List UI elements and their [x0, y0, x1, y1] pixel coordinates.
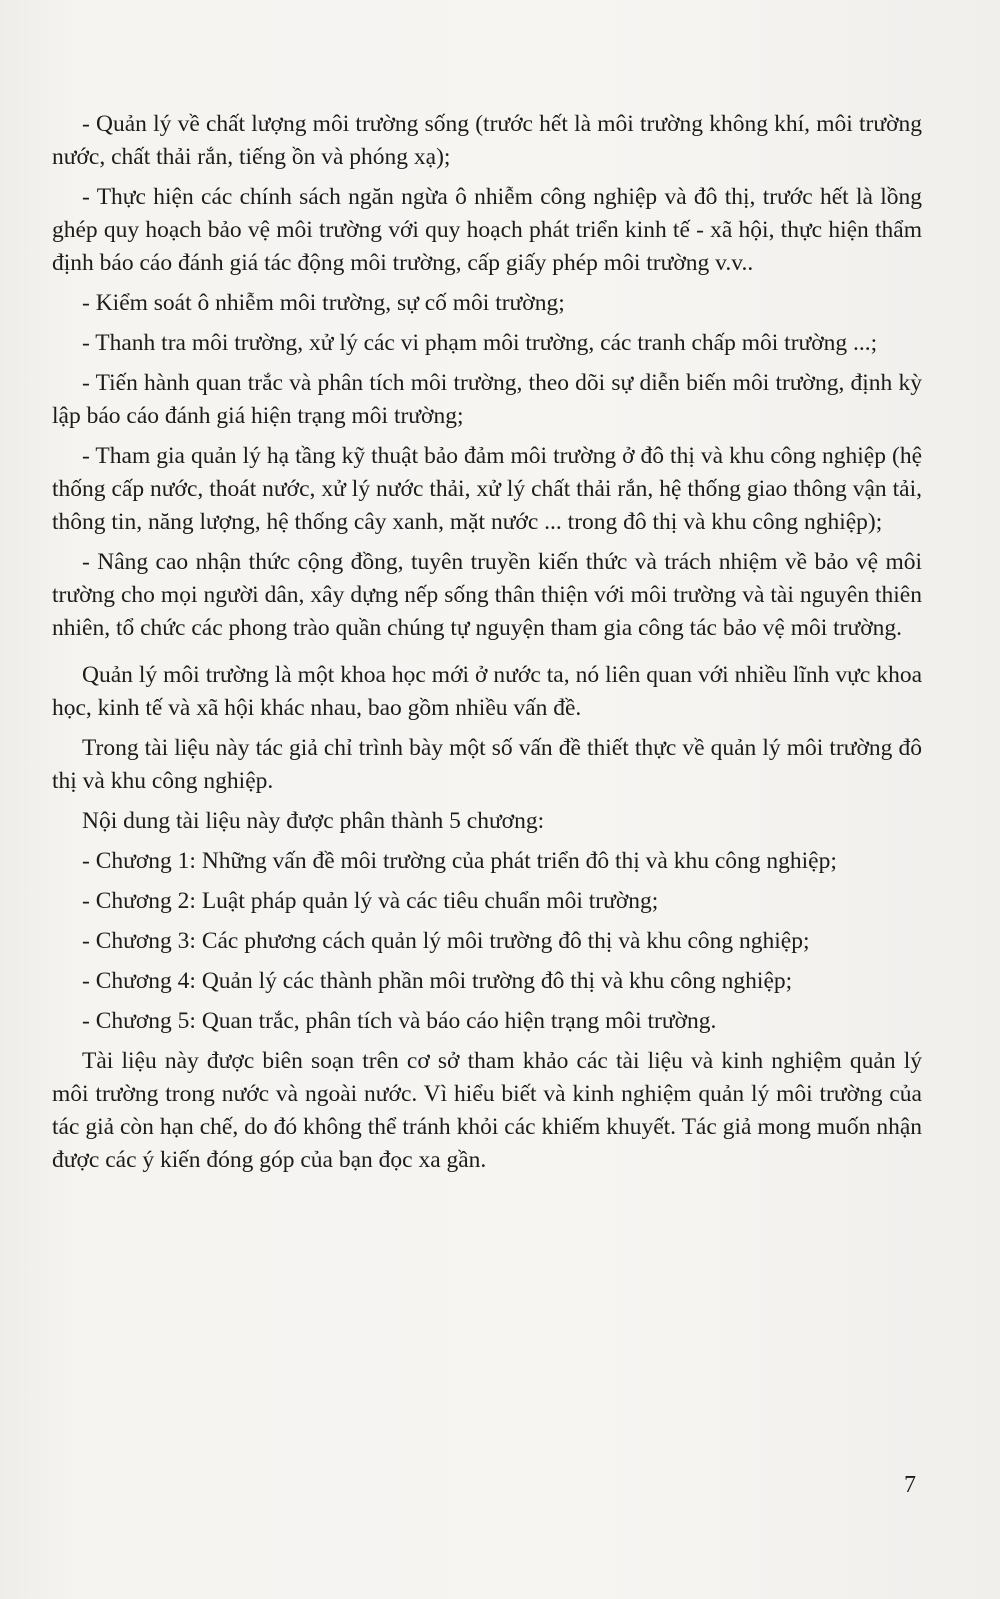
paragraph-pollution-prevention-policy: - Thực hiện các chính sách ngăn ngừa ô nhiễm công nghiệp và đô thị, trước hết là lồng ghép quy hoạch bảo vệ môi trường với quy hoạch phát triển kinh tế - xã hội, thực hiện thẩm định báo cáo đánh giá tác động môi trường, cấp giấy phép môi trường v.v..	[52, 184, 922, 276]
paragraph-community-awareness: - Nâng cao nhận thức cộng đồng, tuyên truyền kiến thức và trách nhiệm về bảo vệ môi trường cho mọi người dân, xây dựng nếp sống thân thiện với môi trường và tài nguyên thiên nhiên, tổ chức các phong trào quần chúng tự nguyện tham gia công tác bảo vệ môi trường.	[52, 549, 922, 641]
paragraph-environment-inspection: - Thanh tra môi trường, xử lý các vi phạm môi trường, các tranh chấp môi trường ...;	[82, 330, 878, 356]
paragraph-document-scope: Trong tài liệu này tác giả chỉ trình bày một số vấn đề thiết thực về quản lý môi trường đô thị và khu công nghiệp.	[52, 735, 922, 794]
paragraph-infrastructure-management: - Tham gia quản lý hạ tầng kỹ thuật bảo đảm môi trường ở đô thị và khu công nghiệp (hệ thống cấp nước, thoát nước, xử lý nước thải, xử lý chất thải rắn, hệ thống giao thông vận tải, thông tin, năng lượng, hệ thống cây xanh, mặt nước ... trong đô thị và khu công nghiệp);	[52, 443, 922, 535]
paragraph-new-science: Quản lý môi trường là một khoa học mới ở nước ta, nó liên quan với nhiều lĩnh vực khoa học, kinh tế và xã hội khác nhau, bao gồm nhiều vấn đề.	[52, 662, 922, 721]
chapter-4-item: - Chương 4: Quản lý các thành phần môi trường đô thị và khu công nghiệp;	[82, 968, 793, 994]
paragraph-closing-note: Tài liệu này được biên soạn trên cơ sở tham khảo các tài liệu và kinh nghiệm quản lý môi trường trong nước và ngoài nước. Vì hiểu biết và kinh nghiệm quản lý môi trường của tác giả còn hạn chế, do đó không thể tránh khỏi các khiếm khuyết. Tác giả mong muốn nhận được các ý kiến đóng góp của bạn đọc xa gần.	[52, 1048, 922, 1173]
paragraph-monitoring-analysis: - Tiến hành quan trắc và phân tích môi trường, theo dõi sự diễn biến môi trường, định kỳ lập báo cáo đánh giá hiện trạng môi trường;	[52, 370, 922, 429]
chapter-1-item: - Chương 1: Những vấn đề môi trường của phát triển đô thị và khu công nghiệp;	[82, 848, 837, 874]
chapter-3-item: - Chương 3: Các phương cách quản lý môi trường đô thị và khu công nghiệp;	[82, 928, 810, 954]
chapter-5-item: - Chương 5: Quan trắc, phân tích và báo cáo hiện trạng môi trường.	[82, 1008, 717, 1034]
paragraph-pollution-control: - Kiểm soát ô nhiễm môi trường, sự cố môi trường;	[82, 290, 565, 316]
paragraph-living-environment-quality: - Quản lý về chất lượng môi trường sống (trước hết là môi trường không khí, môi trường nước, chất thải rắn, tiếng ồn và phóng xạ);	[52, 111, 922, 170]
page-number: 7	[904, 1472, 916, 1498]
chapter-2-item: - Chương 2: Luật pháp quản lý và các tiêu chuẩn môi trường;	[82, 888, 659, 914]
body-text	[52, 108, 922, 1184]
paragraph-chapter-intro: Nội dung tài liệu này được phân thành 5 chương:	[82, 808, 545, 834]
